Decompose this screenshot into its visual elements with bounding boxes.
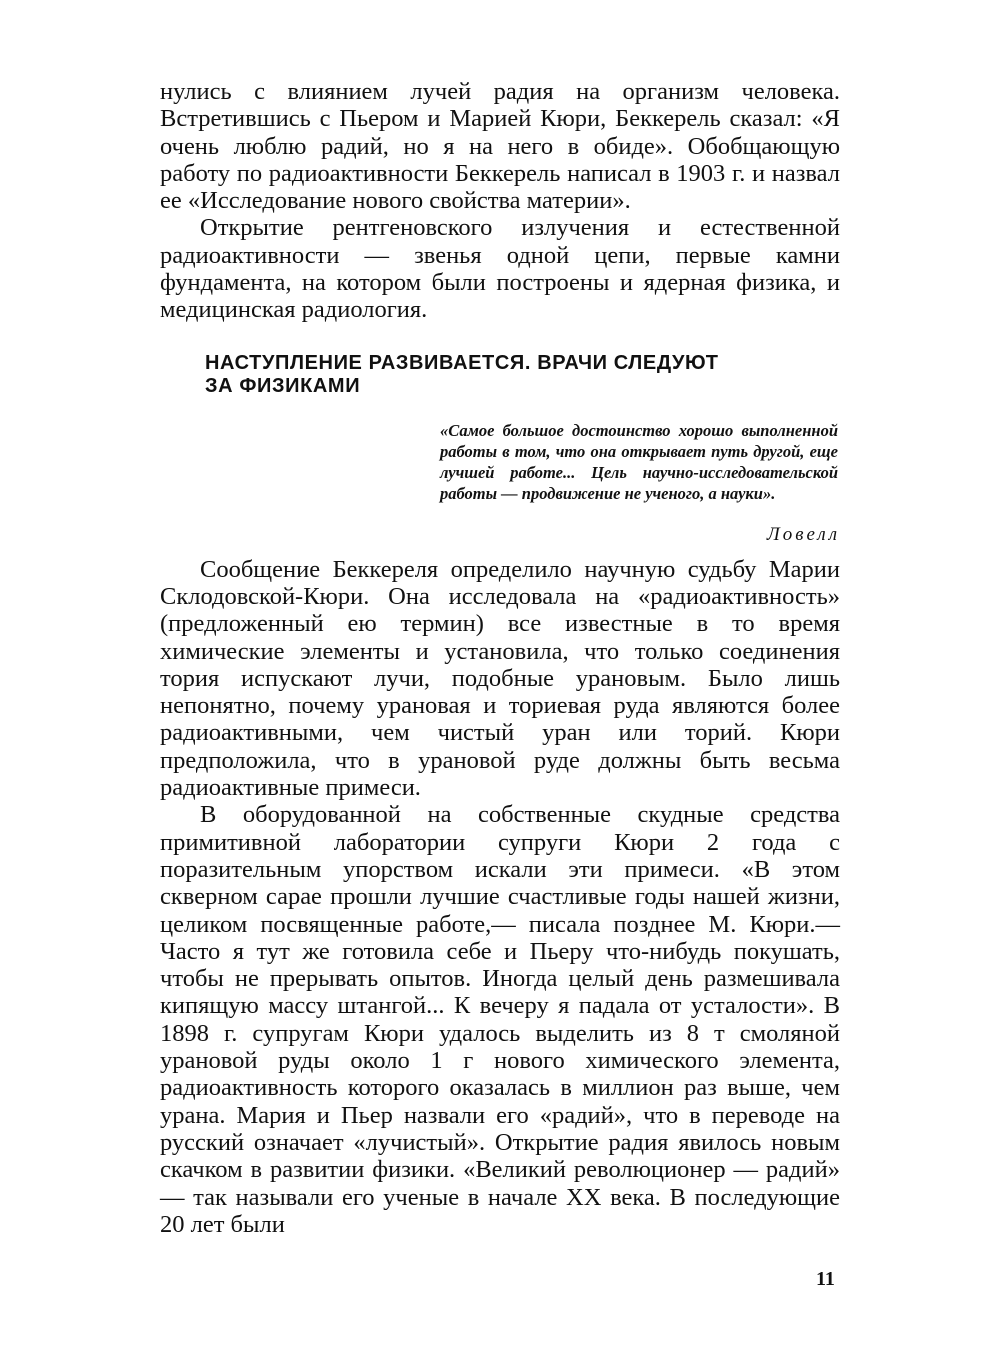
book-page: [160, 78, 840, 1238]
page-number: 11: [816, 1268, 835, 1290]
epigraph-quote: «Самое большое достоинство хорошо выполненной работы в том, что она открывает путь другой, еще лучшей работе... Цель научно-исследовательской работы — продвижение не ученого, а науки».: [440, 420, 838, 503]
section-heading-line-1: НАСТУПЛЕНИЕ РАЗВИВАЕТСЯ. ВРАЧИ СЛЕДУЮТ: [205, 351, 719, 374]
paragraph-sklodowska-curie: Сообщение Беккереля определило научную судьбу Марии Склодовской-Кюри. Она исследовала на «радиоактивность» (предложенный ею термин) все известные в то время химические элементы и установила, что только соединения тория испускают лучи, подобные урановым. Было лишь непонятно, почему урановая и ториевая руда являются более радиоактивными, чем чистый уран или торий. Кюри предположила, что в урановой руде должны быть весьма радиоактивные примеси.: [160, 555, 840, 802]
epigraph-author: Ловелл: [766, 523, 840, 545]
paragraph-curie-laboratory: В оборудованной на собственные скудные средства примитивной лаборатории супруги Кюри 2 года с поразительным упорством искали эти примеси. «В этом скверном сарае прошли лучшие счастливые годы нашей жизни, целиком посвященные работе,— писала позднее М. Кюри.— Часто я тут же готовила себе и Пьеру что-нибудь покушать, чтобы не прерывать опытов. Иногда целый день размешивала кипящую массу штангой... К вечеру я падала от усталости». В 1898 г. супругам Кюри удалось выделить из 8 т смоляной урановой руды около 1 г нового химического элемента, радиоактивность которого оказалась в миллион раз выше, чем урана. Мария и Пьер назвали его «радий», что в переводе на русский означает «лучистый». Открытие радия явилось новым скачком в развитии физики. «Великий революционер — радий» — так называли его ученые в начале XX века. В последующие 20 лет были: [160, 801, 840, 1238]
paragraph-becquerel-continuation: нулись с влиянием лучей радия на организм человека. Встретившись с Пьером и Марией Кюри, Беккерель сказал: «Я очень люблю радий, но я на него в обиде». Обобщающую работу по радиоактивности Беккерель написал в 1903 г. и назвал ее «Исследование нового свойства материи».: [160, 78, 840, 215]
section-heading-line-2: ЗА ФИЗИКАМИ: [205, 374, 361, 397]
paragraph-xray-radioactivity: Открытие рентгеновского излучения и естественной радиоактивности — звенья одной цепи, первые камни фундамента, на котором были построены и ядерная физика, и медицинская радиология.: [160, 214, 840, 324]
section-heading: [205, 352, 840, 398]
